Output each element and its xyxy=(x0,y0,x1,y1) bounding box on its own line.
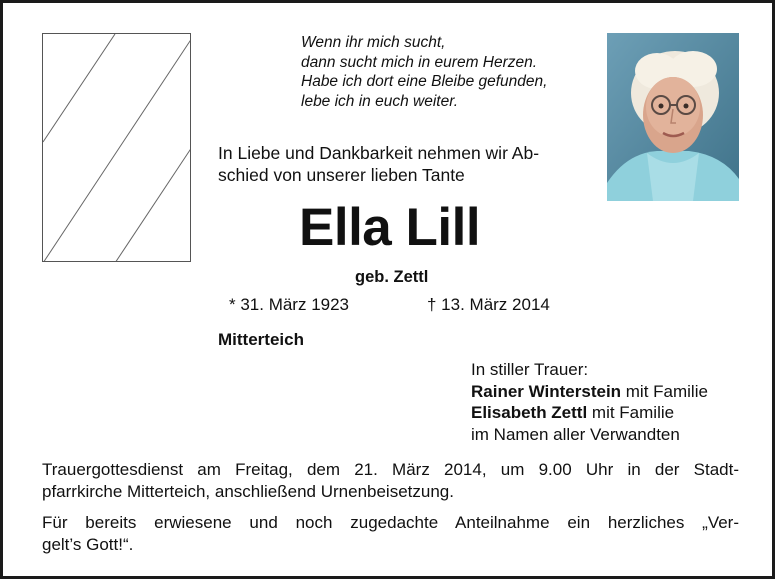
intro-line: schied von unserer lieben Tante xyxy=(218,164,465,185)
thanks-text xyxy=(42,512,739,556)
mourner-name: Rainer Winterstein xyxy=(471,381,622,401)
cross-symbol-placeholder xyxy=(42,33,191,262)
maiden-name: geb. Zettl xyxy=(355,268,429,286)
mourners-closing: im Namen aller Verwandten xyxy=(471,424,680,444)
mourner-entry xyxy=(471,402,751,424)
portrait-photo xyxy=(607,33,739,201)
intro-text xyxy=(218,143,580,186)
mourner-entry xyxy=(471,381,751,403)
deceased-name: Ella Lill xyxy=(299,198,481,257)
poem-line: dann sucht mich in eurem Herzen. xyxy=(301,53,538,71)
thanks-line: gelt’s Gott!“. xyxy=(42,535,134,554)
mourners-block xyxy=(471,359,751,445)
mourner-suffix: mit Familie xyxy=(621,381,708,401)
poem-line: lebe ich in euch weiter. xyxy=(301,92,459,110)
place-of-residence: Mitterteich xyxy=(218,330,304,349)
funeral-service-text xyxy=(42,459,739,503)
poem-line: Habe ich dort eine Bleibe gefunden, xyxy=(301,73,548,90)
service-line: Trauergottesdienst am Freitag, dem 21. März 2014, um 9.00 Uhr in der Stadt- xyxy=(42,460,739,479)
death-date: † 13. März 2014 xyxy=(427,295,550,314)
mourner-suffix: mit Familie xyxy=(587,403,675,422)
diagonal-lines xyxy=(43,34,191,262)
mourners-heading: In stiller Trauer: xyxy=(471,360,589,379)
intro-line: In Liebe und Dankbarkeit nehmen wir Ab- xyxy=(218,143,540,163)
birth-date: * 31. März 1923 xyxy=(229,295,350,314)
thanks-line: Für bereits erwiesene und noch zugedachte Anteilnahme ein herzliches „Ver- xyxy=(42,513,739,532)
poem-line: Wenn ihr mich sucht, xyxy=(301,34,446,51)
service-line: pfarrkirche Mitterteich, anschließend Urnenbeisetzung. xyxy=(42,482,454,501)
poem xyxy=(301,33,601,111)
mourner-name: Elisabeth Zettl xyxy=(471,403,588,422)
